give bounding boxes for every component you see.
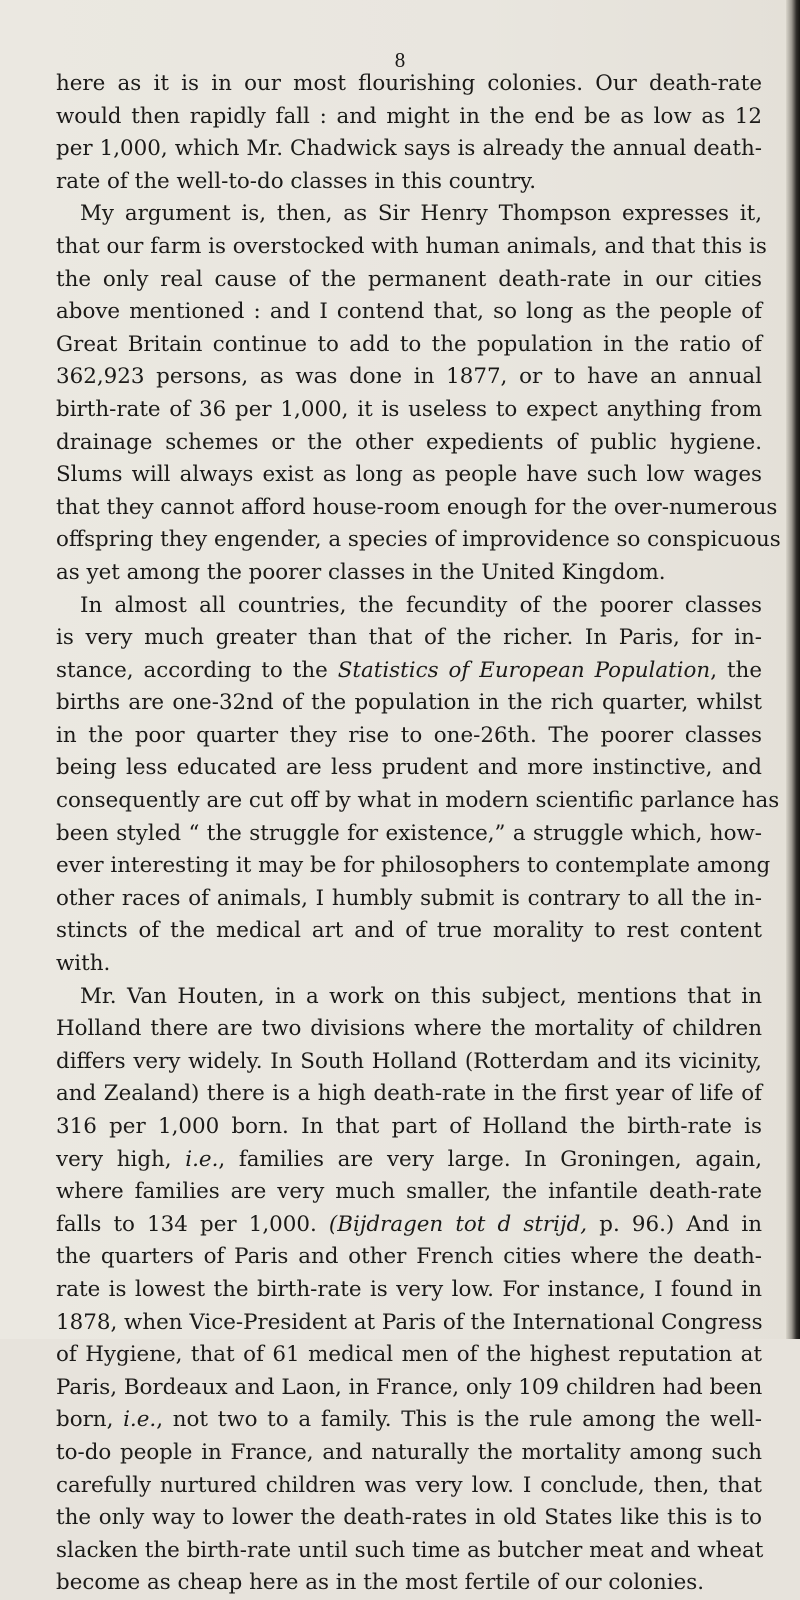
line-part: , the xyxy=(710,657,762,683)
text-line: above mentioned : and I contend that, so long as the people of xyxy=(56,299,762,325)
text-line: In almost all countries, the fecundity of the poorer classes xyxy=(80,592,762,618)
text-line: 362,923 persons, as was done in 1877, or to have an annual xyxy=(56,364,762,390)
text-line: slacken the birth-rate until such time as butcher meat and wheat xyxy=(56,1537,764,1563)
text-line xyxy=(56,1144,762,1177)
text-line: Great Britain continue to add to the population in the ratio of xyxy=(56,331,762,357)
text-line: to-do people in France, and naturally the mortality among such xyxy=(56,1439,762,1465)
page-number: 8 xyxy=(394,48,406,72)
text-line: as yet among the poorer classes in the United Kingdom. xyxy=(56,559,666,585)
italic-abbreviation: i.e. xyxy=(185,1146,219,1172)
text-line: ever interesting it may be for philosophers to contemplate among xyxy=(56,853,771,879)
text-line: consequently are cut off by what in modern scientific parlance has xyxy=(56,788,780,814)
text-line: stincts of the medical art and of true morality to rest content xyxy=(56,918,762,944)
book-title-citation: Statistics of European Population xyxy=(337,657,711,683)
text-line: would then rapidly fall : and might in the end be as low as 12 xyxy=(56,103,762,129)
text-line: with. xyxy=(56,951,111,977)
italic-abbreviation: i.e. xyxy=(123,1407,157,1433)
body-text xyxy=(56,68,781,1600)
text-line: been styled “ the struggle for existence,” a struggle which, how- xyxy=(56,820,762,846)
text-line: differs very widely. In South Holland (Rotterdam and its vicinity, xyxy=(56,1048,762,1074)
line-part: very high, xyxy=(56,1146,186,1172)
line-part: , families are very large. In Groningen, again, xyxy=(218,1146,762,1172)
text-line: offspring they engender, a species of improvidence so conspicuous xyxy=(56,527,781,553)
text-line: that they cannot afford house-room enough for the over-numerous xyxy=(56,494,778,520)
text-line: births are one-32nd of the population in the rich quarter, whilst xyxy=(56,690,762,716)
line-part: born, xyxy=(56,1407,124,1433)
line-part: , not two to a family. This is the rule among the well- xyxy=(156,1407,762,1433)
text-line: become as cheap here as in the most fertile of our colonies. xyxy=(56,1570,705,1596)
text-line: Slums will always exist as long as people have such low wages xyxy=(56,462,762,488)
text-line xyxy=(56,1209,762,1242)
text-line: rate of the well-to-do classes in this country. xyxy=(56,168,537,194)
text-line: carefully nurtured children was very low. I conclude, then, that xyxy=(56,1472,762,1498)
text-line: Paris, Bordeaux and Laon, in France, only 109 children had been xyxy=(56,1374,763,1400)
text-line: My argument is, then, as Sir Henry Thompson expresses it, xyxy=(80,201,762,227)
line-part: falls to 134 per 1,000. xyxy=(56,1211,329,1237)
text-line: 316 per 1,000 born. In that part of Holland the birth-rate is xyxy=(56,1114,762,1139)
text-line: per 1,000, which Mr. Chadwick says is already the annual death- xyxy=(56,136,762,162)
text-line: here as it is in our most flourishing colonies. Our death-rate xyxy=(56,71,762,96)
line-part: p. 96.) And in xyxy=(587,1211,763,1237)
page-binding-shadow xyxy=(786,0,800,1339)
text-line: and Zealand) there is a high death-rate in the first year of life of xyxy=(56,1081,762,1107)
text-line: where families are very much smaller, the infantile death-rate xyxy=(56,1179,762,1205)
text-line: Holland there are two divisions where the mortality of children xyxy=(56,1016,762,1042)
line-part: stance, according to the xyxy=(56,657,338,683)
text-line: in the poor quarter they rise to one-26th. The poorer classes xyxy=(56,722,762,748)
text-line: the only way to lower the death-rates in old States like this is to xyxy=(56,1505,762,1531)
text-line: rate is lowest the birth-rate is very low. For instance, I found in xyxy=(56,1276,762,1302)
text-line: 1878, when Vice-President at Paris of the International Congress xyxy=(56,1309,763,1335)
text-line: is very much greater than that of the richer. In Paris, for in- xyxy=(56,625,762,651)
text-line xyxy=(56,1404,762,1437)
text-line: the quarters of Paris and other French cities where the death- xyxy=(56,1244,762,1270)
source-citation: (Bijdragen tot d strijd, xyxy=(328,1211,588,1237)
text-line: drainage schemes or the other expedients of public hygiene. xyxy=(56,429,762,455)
text-line: Mr. Van Houten, in a work on this subject, mentions that in xyxy=(80,983,762,1009)
text-line: the only real cause of the permanent death-rate in our cities xyxy=(56,266,762,292)
text-line: of Hygiene, that of 61 medical men of the highest reputation at xyxy=(56,1342,762,1368)
text-line: other races of animals, I humbly submit is contrary to all the in- xyxy=(56,885,762,911)
text-line: being less educated are less prudent and more instinctive, and xyxy=(56,755,762,781)
text-line xyxy=(56,655,762,688)
text-line: that our farm is overstocked with human animals, and that this is xyxy=(56,233,767,259)
text-line: birth-rate of 36 per 1,000, it is useless to expect anything from xyxy=(56,396,762,422)
